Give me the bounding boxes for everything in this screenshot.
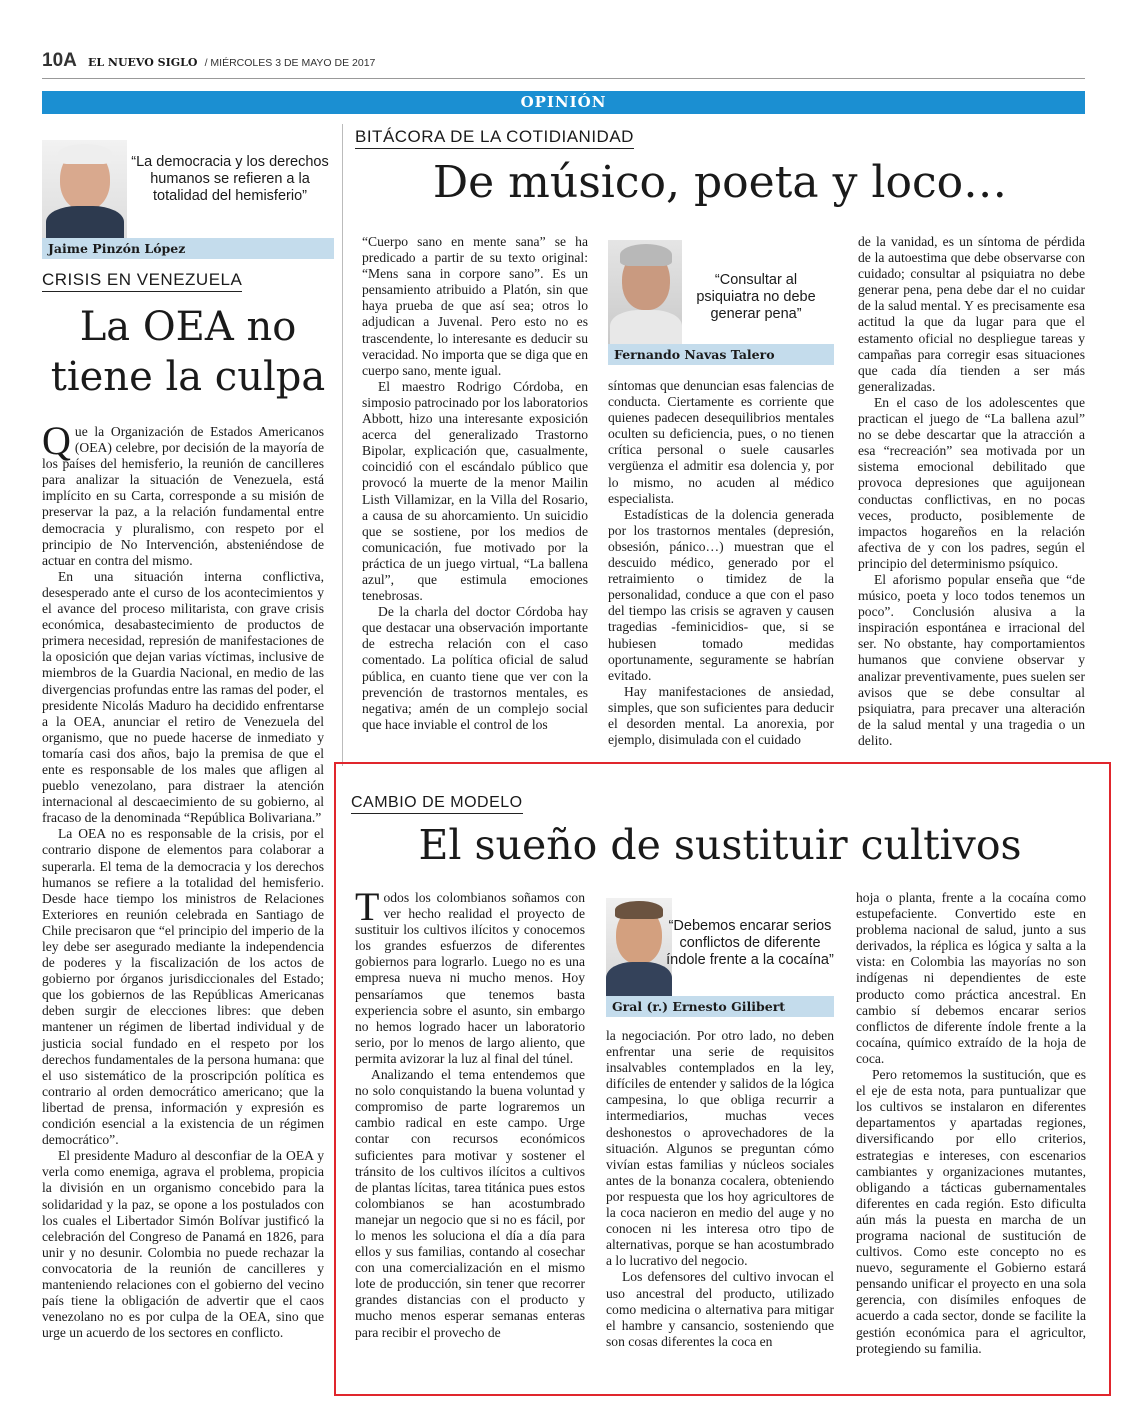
left-headline-line1: La OEA no (79, 304, 297, 350)
left-paragraph-3: La OEA no es responsable de la crisis, por el contrario dispone de elementos para colaborar a superarla. El tema de la democracia y los derechos humanos se refiere a la totalidad del hemisferio. Desde hace tiempo los ministros de Relaciones Exteriores en reunión celebrada en Santiago de Chile precisaron que “el principio del imperio de la ley debe ser asegurado mediante la independencia de poderes y la fiscalización de los actos de gobierno por órganos jurisdiccionales del Estado; que los gobiernos de las Repúblicas Americanas deben surgir de elecciones libres: que deben mantener un régimen de libertad individual y de justicia social fundado en el respeto por los derechos fundamentales de la persona humana: que el uso sistemático de la proscripción política es contrario al orden democrático americano; que la libertad de prensa, información y expresión es condición esencial a la existencia de un régimen democrático”. (42, 826, 324, 1148)
left-kicker-wrap (42, 270, 242, 292)
bottom-col3-paragraph-2: Pero retomemos la sustitución, que es el eje de esta nota, para puntualizar que los cultivos se instalaron en diferentes departamentos y apartadas regiones, diversificando por ello criterios, estrategias e intereses, con escenarios cambiantes y organizaciones mutantes, obligando a tácticas gubernamentales diferentes en cada región. Esto dificulta aún más la puesta en marcha de un programa nacional de sustitución de cultivos. Como este concepto no es nuevo, seguramente el Gobierno estará pensando unificar el proyecto en una sola gerencia, con disímiles enfoques de acuerdo a cada sector, donde se facilite la gestión económica para el agricultor, protegiendo su familia. (856, 1067, 1086, 1356)
left-author-name: Jaime Pinzón López (42, 238, 334, 259)
bottom-dropcap: T (355, 884, 380, 929)
bottom-col1-paragraph-1: Todos los colombianos soñamos con ver hecho realidad el proyecto de sustituir los cultivos ilícitos y conocemos los grandes esfuerzos de diferentes gobiernos para lograrlo. Luego no es una empresa nueva ni mucho menos. Hoy pensaríamos que tenemos basta experiencia sobre el asunto, sin embargo no hemos logrado hacer un laboratorio serio, por lo menos de largo aliento, que permita avizorar la luz al final del túnel. (355, 884, 585, 1066)
top-col-2 (608, 378, 834, 748)
top-author-name: Fernando Navas Talero (608, 344, 834, 365)
section-title: OPINIÓN (520, 93, 607, 111)
page-header (42, 50, 1085, 79)
top-col1-paragraph-2: El maestro Rodrigo Córdoba, en simposio patrocinado por los laboratorios Abbott, hizo una interesante exposición acerca del generalizado Trastorno Bipolar, explicación que, casualmente, coincidió con el escándalo público que provocó la muerte de la menor Mailin Listh Villamizar, en la Villa del Rosario, a causa de su ahorcamiento. Un suicidio que se sostiene, por los medios de comunicación, fue motivado por la práctica de un juego virtual, “La ballena azul”, que estimula emociones tenebrosas. (362, 378, 588, 604)
section-bar (42, 91, 1085, 114)
bottom-col-3 (856, 890, 1086, 1357)
top-col2-paragraph-3: Hay manifestaciones de ansiedad, simples, que son suficientes para deducir el desorden mental. La anorexia, por ejemplo, disimulada con el cuidado (608, 683, 834, 748)
portrait-fernando-navas (608, 240, 682, 344)
top-col3-paragraph-3: El aforismo popular enseña que “de músico, poeta y loco todos tenemos un poco”. Conclusión alusiva a la inspiración espontánea e irracional del ser. No obstante, hay comportamientos humanos que conviene observar y analizar preventivamente, pues suelen ser avisos que se debe consultar al psiquiatra, para precaver una alteración de la salud mental y una tragedia o un delito. (858, 571, 1085, 748)
top-kicker: BITÁCORA DE LA COTIDIANIDAD (355, 127, 634, 149)
left-headline (42, 302, 334, 402)
bottom-col1-paragraph-2: Analizando el tema entendemos que no solo conquistando la buena voluntad y compromiso de parte lograremos un cambio radical en este campo. Urge contar con recursos económicos suficientes para motivar y sostener el tránsito de los cultivos ilícitos a cultivos de plantas lícitas, tarea titánica pues estos colombianos se han acostumbrado manejar un negocio que si no es fácil, por lo menos les soluciona el día a día para ellos y sus familias, contando al cosechar con una comercialización en el mismo lote de producción, sin tener que recorrer grandes distancias con el producto y mucho menos esperar semanas enteras para recibir el provecho de (355, 1067, 585, 1340)
top-col-3 (858, 234, 1085, 749)
left-paragraph-1: Que la Organización de Estados Americanos (OEA) celebre, por decisión de la mayoría de los países del hemisferio, la reunión de cancilleres para analizar la situación de Venezuela, está implícito en su Carta, corresponde a su misión de preservar la paz, a la relación fundamental entre democracia y pluralismo, con respeto por el principio de No Intervención, absteniéndose de actuar en contra del mismo. (42, 418, 324, 568)
top-col1-paragraph-3: De la charla del doctor Córdoba hay que destacar una observación importante de estrecha relación con el caso comentado. La política oficial de salud pública, en cuanto tiene que ver con la prevención de trastornos mentales, es negativa; amén de un complejo social que hace inviable el control de los (362, 604, 588, 732)
left-pull-quote: “La democracia y los derechos humanos se refieren a la totalidad del hemisferio” (131, 154, 329, 204)
bottom-col-1 (355, 884, 585, 1341)
paper-name: EL NUEVO SIGLO (87, 56, 198, 69)
bottom-col-2 (606, 1028, 834, 1350)
bottom-kicker-wrap (351, 792, 523, 814)
top-col1-paragraph-1: “Cuerpo sano en mente sana” se ha predicado a partir de su texto original: “Mens sana in corpore sano”. Es un pensamiento atribuido a Platón, sin que haya prueba de que así sea; otros lo adjudican a Juvenal. Pero esto no es trascendente, lo interesante es deducir su veracidad. No importa que se diga que en cuerpo sano, mente igual. (362, 234, 588, 378)
top-col2-paragraph-2: Estadísticas de la dolencia generada por los trastornos mentales (depresión, obsesión, pánico…) muestran que el descuido médico, generado por el retraimiento o timidez de la personalidad, conduce a que con el paso del tiempo las crisis se agraven y causen tragedias -feminicidios- que, si se hubiesen tomado medidas oportunamente, seguramente se habrían evitado. (608, 506, 834, 683)
column-divider (342, 124, 343, 766)
bottom-author-box (606, 898, 834, 1018)
issue-date: / MIÉRCOLES 3 DE MAYO DE 2017 (204, 57, 376, 69)
top-col3-paragraph-2: En el caso de los adolescentes que practican el juego de “La ballena azul” no se debe descartar que la atracción a esa “recreación” sea motivada por un sistema emocional debilitado que provoca depresiones que aguijonean conductas conflictivas, en no pocas veces, producto, posiblemente de impactos hogareños en la relación afectiva de y con los padres, según el principio del determinismo psíquico. (858, 394, 1085, 571)
top-col3-paragraph-1: de la vanidad, es un síntoma de pérdida de la autoestima que debe observarse con cuidado; consultar al psiquiatra no debe generar pena, pena debe dar el no cuidar de la salud mental. Y es precisamente esa actitud la que da lugar para que el estamento oficial no despliegue tareas y campañas para corregir esas situaciones que cada día tienden a ser más generalizadas. (858, 234, 1085, 394)
bottom-author-name: Gral (r.) Ernesto Gilibert (606, 996, 834, 1017)
top-pull-quote: “Consultar al psiquiatra no debe generar pena” (696, 272, 816, 322)
bottom-col3-paragraph-1: hoja o planta, frente a la cocaína como estupefaciente. Convertido este en problema nacional de salud, junto a sus derivados, la réplica es lógica y salta a la vista: en Colombia las mayorías no son indígenas ni dependientes de este producto como práctica ancestral. En cambio sí debemos encarar serios conflictos de diferente índole frente a la cocaína, químico extraído de la hoja de coca. (856, 890, 1086, 1066)
left-headline-line2: tiene la culpa (50, 354, 326, 400)
left-dropcap: Q (42, 418, 71, 463)
top-col-1 (362, 234, 588, 733)
page-number: 10A (42, 50, 77, 71)
bottom-col2-paragraph-1: la negociación. Por otro lado, no deben enfrentar una serie de requisitos insalvables contemplados en la ley, difíciles de entender y salidos de la lógica campesina, lo que obliga recurrir a intermediarios, muchas veces deshonestos o aprovechadores de la situación. Algunos se preguntan cómo vivían estas familias y núcleos sociales antes de la bonanza cocalera, obteniendo por respuesta que los hoy agricultores de la coca nacieron en medio del auge y no conocen ni les interesa otro tipo de alternativas, porque se han acostumbrado a lo lucrativo del negocio. (606, 1028, 834, 1269)
left-article-body (42, 418, 324, 1341)
portrait-ernesto-gilibert (606, 898, 672, 998)
left-paragraph-2: En una situación interna conflictiva, desesperado ante el curso de los acontecimientos y el avance del proceso militarista, con grave crisis económica, desabastecimiento de productos de primera necesidad, represión de manifestaciones de la oposición que dejan varias víctimas, inclusive de miembros de la Guardia Nacional, en medio de las divergencias profundas entre las ramas del poder, el presidente Nicolás Maduro ha decidido enfrentarse a la OEA, anunciar el retiro de Venezuela del organismo, que no puede hacerse de inmediato y tomaría casi dos años, bajo la premisa de que el ente es responsable de los males que afligen al pueblo venezolano, para distraer la atención internacional al descaecimiento de su gobierno, al fracaso de la denominada “República Bolivariana.” (42, 568, 324, 826)
top-col2-paragraph-1: síntomas que denuncian esas falencias de conducta. Ciertamente es corriente que quienes padecen desequilibrios mentales oculten su deficiencia, pues, o no tienen crítica personal o suele causarles vergüenza el admitir esa dolencia y, por lo mismo, no acuden al médico especialista. (608, 378, 834, 506)
top-kicker-wrap (355, 127, 634, 149)
left-kicker: CRISIS EN VENEZUELA (42, 270, 242, 292)
bottom-col2-paragraph-2: Los defensores del cultivo invocan el uso ancestral del producto, utilizado como medicina o alternativa para mitigar el hambre y cansancio, sosteniendo que son cosas diferentes la coca en (606, 1269, 834, 1349)
bottom-kicker: CAMBIO DE MODELO (351, 794, 523, 814)
portrait-jaime-pinzon (42, 140, 127, 240)
left-paragraph-4: El presidente Maduro al desconfiar de la OEA y verla como enemiga, agrava el problema, propicia la división en un organismo concebido para la solidaridad y la paz, se opone a los postulados con los cuales el Libertador Simón Bolívar justificó la celebración del Congreso de Panamá en 1826, para unir y no desunir. Colombia no puede rechazar la convocatoria de la reunión de cancilleres y manteniendo relaciones con el gobierno del vecino país tiene la obligación de advertir que el caos venezolano no es por culpa de la OEA, sino que urge un acuerdo de los sectores en conflicto. (42, 1148, 324, 1341)
top-headline: De músico, poeta y loco… (432, 157, 1008, 208)
top-author-box (608, 240, 834, 364)
bottom-pull-quote: “Debemos encarar serios conflictos de diferente índole frente a la cocaína” (666, 918, 834, 968)
left-author-box (42, 140, 334, 258)
bottom-headline: El sueño de sustituir cultivos (418, 821, 1022, 869)
